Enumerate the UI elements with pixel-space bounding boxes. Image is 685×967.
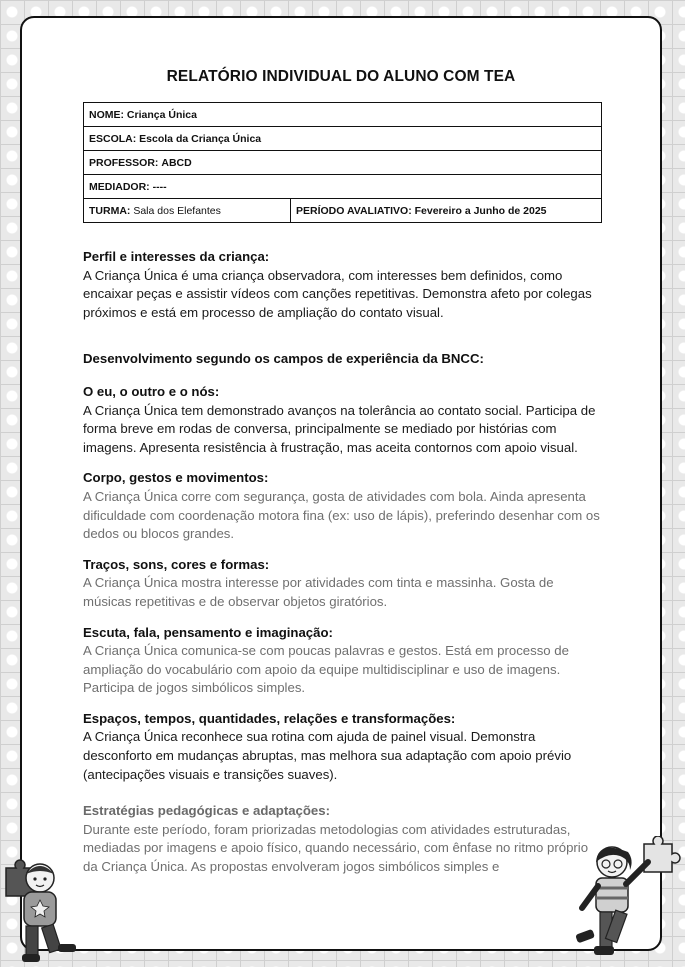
section-perfil (83, 248, 603, 322)
section-eu-outro (83, 383, 603, 457)
boy-with-puzzle-piece-illustration (0, 848, 95, 966)
section-heading: Corpo, gestos e movimentos: (83, 470, 269, 486)
periodo-label: PERÍODO AVALIATIVO: (296, 204, 412, 217)
table-row (84, 199, 602, 223)
escola-label: ESCOLA: (89, 132, 137, 145)
nome-value: Criança Única (126, 108, 197, 121)
section-corpo (83, 469, 603, 543)
section-tracos (83, 556, 603, 612)
table-row (84, 175, 602, 199)
nome-label: NOME: (89, 108, 124, 121)
periodo-value: Fevereiro a Junho de 2025 (414, 204, 547, 217)
report-sheet (20, 16, 662, 951)
escola-value: Escola da Criança Única (139, 132, 262, 145)
report-content (83, 248, 603, 889)
section-heading: Perfil e interesses da criança: (83, 249, 270, 264)
mediador-label: MEDIADOR: (89, 180, 150, 193)
report-title: RELATÓRIO INDIVIDUAL DO ALUNO COM TEA (166, 68, 516, 85)
girl-with-puzzle-piece-illustration (568, 836, 685, 966)
section-text: A Criança Única reconhece sua rotina com ajuda de painel visual. Demonstra desconforto em mudanças abruptas, mas melhora sua adaptação com apoio prévio (antecipações visuais e transições suaves). (83, 729, 572, 782)
table-row (84, 127, 602, 151)
table-row (84, 151, 602, 175)
section-espacos (83, 710, 603, 784)
section-text: A Criança Única é uma criança observadora, com interesses bem definidos, como encaixar peças e assistir vídeos com canções repetitivas. Demonstra afeto por colegas próximos e está em processo de ampliação do contato visual. (83, 267, 592, 320)
turma-value: Sala dos Elefantes (133, 204, 221, 217)
professor-label: PROFESSOR: (89, 156, 159, 169)
section-heading: Escuta, fala, pensamento e imaginação: (83, 624, 333, 640)
section-estrategias (83, 802, 603, 876)
student-info-table (83, 102, 602, 223)
mediador-cell (84, 175, 602, 199)
mediador-value: ---- (152, 180, 167, 193)
section-text: A Criança Única mostra interesse por atividades com tinta e massinha. Gosta de músicas repetitivas e de observar objetos giratórios. (83, 575, 554, 609)
section-heading: Estratégias pedagógicas e adaptações: (83, 803, 330, 819)
professor-value: ABCD (161, 156, 192, 169)
professor-cell (84, 151, 602, 175)
periodo-cell (291, 199, 602, 223)
section-bncc (83, 350, 603, 369)
nome-cell (84, 103, 602, 127)
section-text: A Criança Única corre com segurança, gosta de atividades com bola. Ainda apresenta dificuldade com coordenação motora fina (ex: uso de lápis), preferindo desenhar com os dedos ou blocos grandes. (83, 488, 600, 542)
section-text: A Criança Única comunica-se com poucas palavras e gestos. Está em processo de ampliação do vocabulário com apoio da equipe multidisciplinar e uso de imagens. Participa de jogos simbólicos simples. (83, 643, 569, 696)
turma-cell (84, 199, 291, 223)
section-heading: Espaços, tempos, quantidades, relações e transformações: (83, 710, 456, 726)
bncc-heading: Desenvolvimento segundo os campos de experiência da BNCC: (83, 351, 484, 367)
section-text: Durante este período, foram priorizadas metodologias com atividades estruturadas, mediadas por imagens e apoio físico, quando necessário, com ênfase no ritmo próprio da Criança Única. As propostas envolveram jogos simbólicos simples e (83, 821, 589, 875)
section-escuta (83, 624, 603, 698)
turma-label: TURMA: (89, 204, 131, 217)
section-heading: O eu, o outro e o nós: (83, 383, 220, 399)
section-heading: Traços, sons, cores e formas: (83, 556, 270, 572)
section-text: A Criança Única tem demonstrado avanços na tolerância ao contato social. Participa de forma breve em rodas de conversa, principalmente se mediado por histórias com imagens. Apresenta resistência à frustração, mas aceita contornos com apoio visual. (83, 402, 596, 455)
escola-cell (84, 127, 602, 151)
table-row (84, 103, 602, 127)
